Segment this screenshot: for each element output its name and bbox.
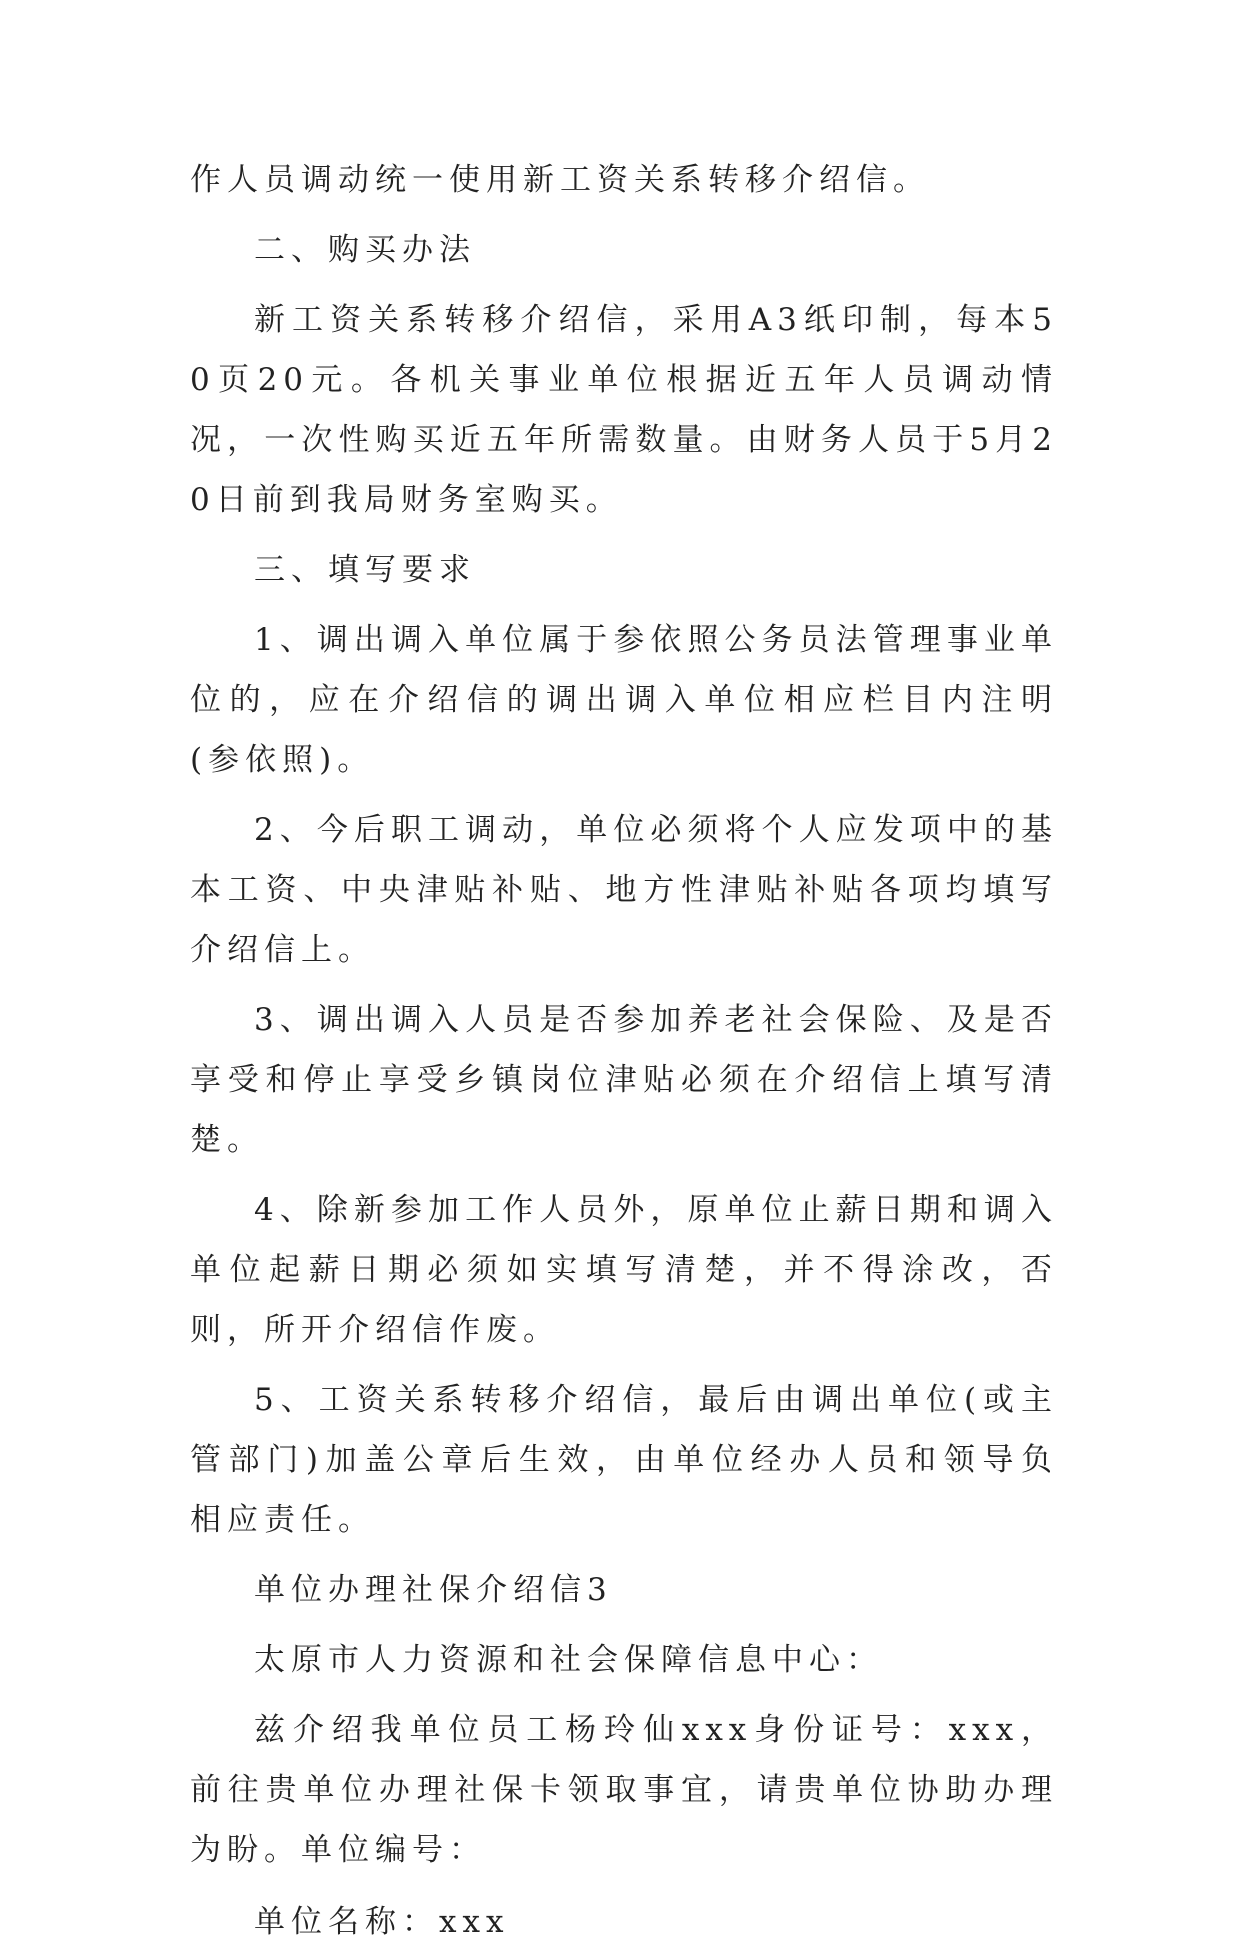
document-body	[190, 150, 1058, 1952]
section-heading-purchase: 二、购买办法	[254, 232, 476, 268]
requirement-item-5: 5、工资关系转移介绍信，最后由调出单位(或主管部门)加盖公章后生效，由单位经办人员和领导负相应责任。	[190, 1382, 1058, 1538]
unit-name-line: 单位名称：xxx	[254, 1904, 510, 1940]
letter-body: 兹介绍我单位员工杨玲仙xxx身份证号：xxx，前往贵单位办理社保卡领取事宜，请贵单位协助办理为盼。单位编号：	[190, 1712, 1058, 1868]
section-heading-requirements: 三、填写要求	[254, 552, 476, 588]
letter-recipient: 太原市人力资源和社会保障信息中心：	[254, 1642, 883, 1678]
requirement-item-4: 4、除新参加工作人员外，原单位止薪日期和调入单位起薪日期必须如实填写清楚，并不得涂改，否则，所开介绍信作废。	[190, 1192, 1058, 1348]
paragraph-continuation: 作人员调动统一使用新工资关系转移介绍信。	[190, 162, 930, 198]
paragraph-purchase-method: 新工资关系转移介绍信，采用A3纸印制，每本50页20元。各机关事业单位根据近五年人员调动情况，一次性购买近五年所需数量。由财务人员于5月20日前到我局财务室购买。	[190, 302, 1058, 518]
letter-title: 单位办理社保介绍信3	[254, 1572, 613, 1608]
requirement-item-1: 1、调出调入单位属于参依照公务员法管理事业单位的，应在介绍信的调出调入单位相应栏目内注明(参依照)。	[190, 622, 1058, 778]
requirement-item-3: 3、调出调入人员是否参加养老社会保险、及是否享受和停止享受乡镇岗位津贴必须在介绍信上填写清楚。	[190, 1002, 1058, 1158]
requirement-item-2: 2、今后职工调动，单位必须将个人应发项中的基本工资、中央津贴补贴、地方性津贴补贴各项均填写介绍信上。	[190, 812, 1058, 968]
